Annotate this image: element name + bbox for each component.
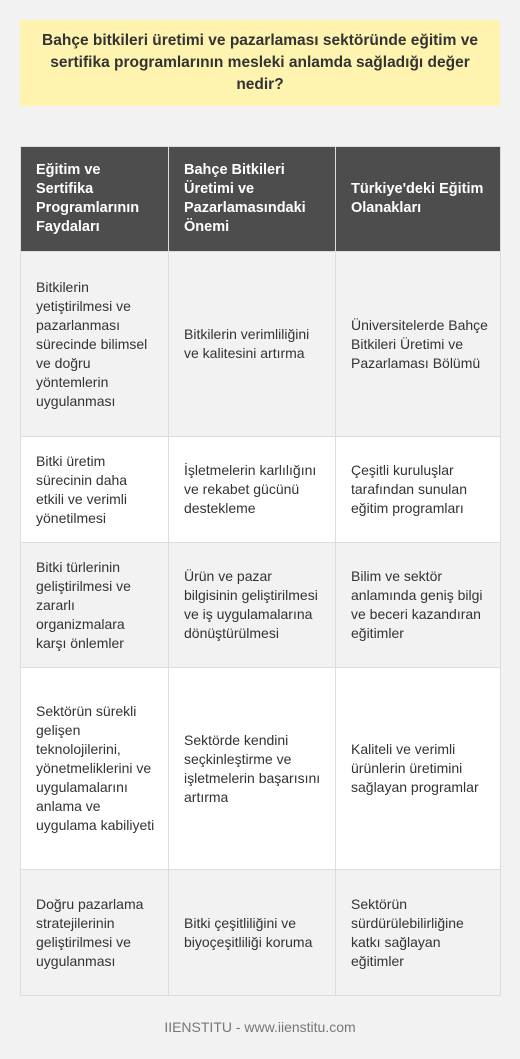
table-cell: Çeşitli kuruluşlar tarafından sunulan eğitim programları: [336, 437, 501, 543]
footer-credit: IIENSTITU - www.iienstitu.com: [164, 1019, 356, 1035]
table-cell: Bilim ve sektör anlamında geniş bilgi ve beceri kazandıran eğitimler: [336, 543, 501, 668]
table-row: [21, 870, 501, 996]
table-cell: Sektörün sürdürülebilirliğine katkı sağlayan eğitimler: [336, 870, 501, 996]
table-row: [21, 543, 501, 668]
column-header-opportunities: Türkiye'deki Eğitim Olanakları: [336, 147, 501, 252]
table-row: [21, 437, 501, 543]
table-cell: Bitki üretim sürecinin daha etkili ve verimli yönetilmesi: [21, 437, 169, 543]
table-cell: Bitkilerin yetiştirilmesi ve pazarlanması sürecinde bilimsel ve doğru yöntemlerin uygulanması: [21, 252, 169, 437]
info-table: [20, 146, 501, 996]
table-cell: İşletmelerin karlılığını ve rekabet gücünü destekleme: [169, 437, 336, 543]
table-cell: Bitki türlerinin geliştirilmesi ve zararlı organizmalara karşı önlemler: [21, 543, 169, 668]
table-header-row: [21, 147, 501, 252]
table-row: [21, 668, 501, 870]
table-cell: Doğru pazarlama stratejilerinin geliştirilmesi ve uygulanması: [21, 870, 169, 996]
column-header-benefits: Eğitim ve Sertifika Programlarının Faydaları: [21, 147, 169, 252]
table-cell: Sektörün sürekli gelişen teknolojilerini, yönetmeliklerini ve uygulamalarını anlama ve uygulama kabiliyeti: [21, 668, 169, 870]
table-cell: Bitkilerin verimliliğini ve kalitesini artırma: [169, 252, 336, 437]
table-row: [21, 252, 501, 437]
question-box: [20, 20, 500, 106]
table-cell: Üniversitelerde Bahçe Bitkileri Üretimi ve Pazarlaması Bölümü: [336, 252, 501, 437]
question-text: Bahçe bitkileri üretimi ve pazarlaması sektöründe eğitim ve sertifika programlarının mesleki anlamda sağladığı değer nedir?: [42, 32, 478, 93]
table-cell: Bitki çeşitliliğini ve biyoçeşitliliği koruma: [169, 870, 336, 996]
column-header-importance: Bahçe Bitkileri Üretimi ve Pazarlamasındaki Önemi: [169, 147, 336, 252]
table-cell: Sektörde kendini seçkinleştirme ve işletmelerin başarısını artırma: [169, 668, 336, 870]
table-cell: Kaliteli ve verimli ürünlerin üretimini sağlayan programlar: [336, 668, 501, 870]
table-cell: Ürün ve pazar bilgisinin geliştirilmesi ve iş uygulamalarına dönüştürülmesi: [169, 543, 336, 668]
